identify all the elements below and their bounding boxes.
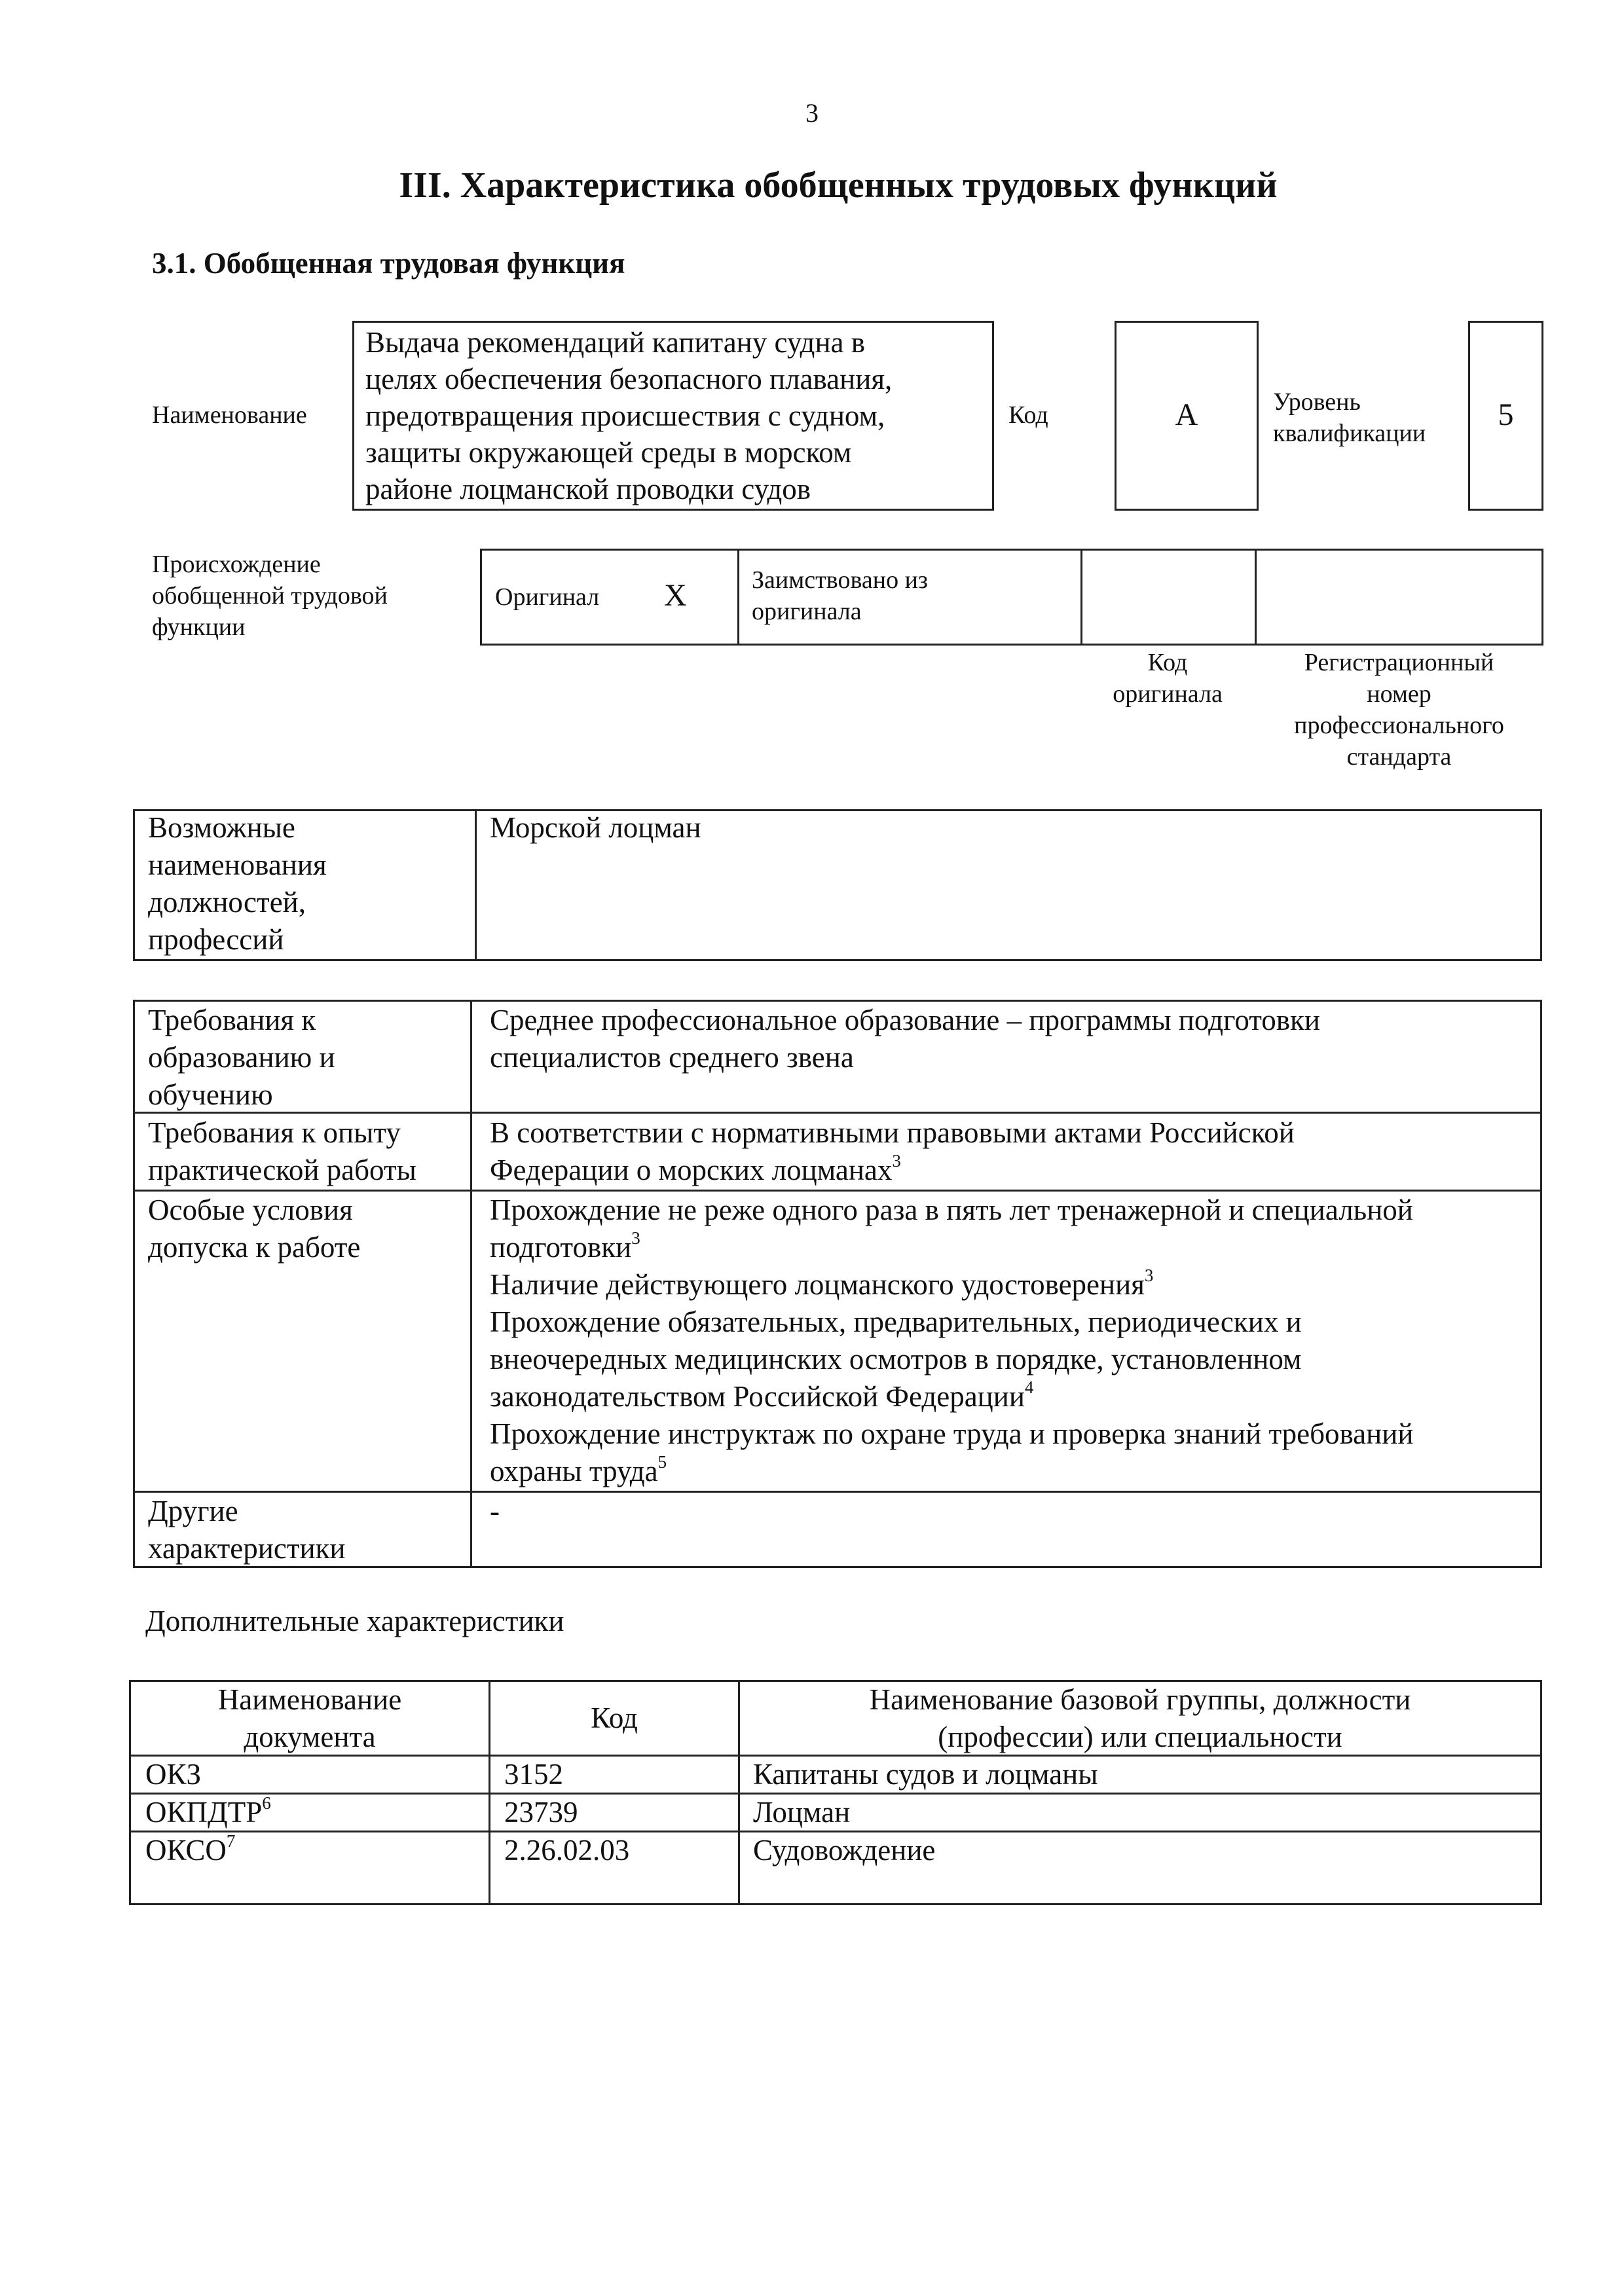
page-number: 3 [805,98,819,128]
job-titles-value: Морской лоцман [490,811,701,844]
table-row-code: 3152 [504,1758,563,1791]
admission-line: Прохождение не реже одного раза в пять лет тренажерной и специальной [490,1194,1413,1226]
original-mark: Х [664,578,687,613]
table-row-code: 2.26.02.03 [504,1834,630,1867]
admission-conditions-value [490,1192,1538,1490]
table-row: ОКСО$^7$ [145,1831,236,1867]
origin-table [480,549,1543,646]
table-row: ОКЗ [145,1758,202,1791]
education-label: Требования к образованию и обучению [148,1004,335,1111]
other-characteristics-label: Другие характеристики [148,1495,346,1565]
origin-label: Происхождение обобщенной трудовой функции [152,551,388,641]
original-code-caption: Код оригинала [1113,649,1223,708]
experience-line: В соответствии с нормативными правовыми актами Российской [490,1116,1295,1149]
other-line: - [490,1495,500,1527]
admission-line: Прохождение инструктаж по охране труда и проверка знаний требований [490,1417,1414,1450]
name-label: Наименование [152,401,307,429]
header-code: Код [591,1702,638,1734]
qualification-level-label: Уровень квалификации [1273,388,1426,447]
section-title: III. Характеристика обобщенных трудовых функций [399,165,1278,206]
job-titles-label: Возможные наименования должностей, профессий [148,811,327,956]
table-row-name: Лоцман [753,1796,851,1829]
table-row-name: Капитаны судов и лоцманы [753,1758,1098,1791]
education-value [490,1002,1531,1076]
experience-label: Требования к опыту практической работы [148,1116,416,1186]
admission-line: Прохождение обязательных, предварительных, периодических и [490,1305,1302,1338]
admission-line: законодательством Российской Федерации$^4$ [490,1377,1034,1413]
experience-line: Федерации о морских лоцманах$^3$ [490,1150,901,1186]
experience-value [490,1114,1531,1189]
education-line: специалистов среднего звена [490,1041,854,1074]
borrowed-label: Заимствовано из оригинала [752,566,928,625]
code-label: Код [1008,401,1048,429]
admission-conditions-label: Особые условия допуска к работе [148,1194,361,1264]
qualification-level-value: 5 [1498,397,1514,432]
table-row-name: Судовождение [753,1834,936,1867]
education-line: Среднее профессиональное образование – программы подготовки [490,1004,1320,1036]
table-row-code: 23739 [504,1796,578,1829]
admission-line: внеочередных медицинских осмотров в порядке, установленном [490,1343,1302,1376]
subsection-title: 3.1. Обобщенная трудовая функция [152,247,625,280]
job-titles-table [133,809,1542,961]
additional-title: Дополнительные характеристики [145,1605,564,1637]
header-group-name: Наименование базовой группы, должности (профессии) или специальности [869,1683,1411,1753]
registration-number-caption: Регистрационный номер профессионального стандарта [1294,649,1504,771]
admission-line: подготовки$^3$ [490,1228,640,1264]
admission-line: охраны труда$^5$ [490,1451,667,1487]
name-value: Выдача рекомендаций капитану судна в целях обеспечения безопасного плавания, предотвращения происшествия с судном, защиты окружающей среды в морском районе лоцманской проводки судов [365,326,893,505]
other-characteristics-value [490,1493,500,1530]
code-value: А [1175,397,1198,432]
table-row: ОКПДТР$^6$ [145,1793,271,1829]
admission-line: Наличие действующего лоцманского удостоверения$^3$ [490,1265,1154,1301]
header-document: Наименование документа [217,1683,402,1753]
original-label: Оригинал [495,583,600,611]
